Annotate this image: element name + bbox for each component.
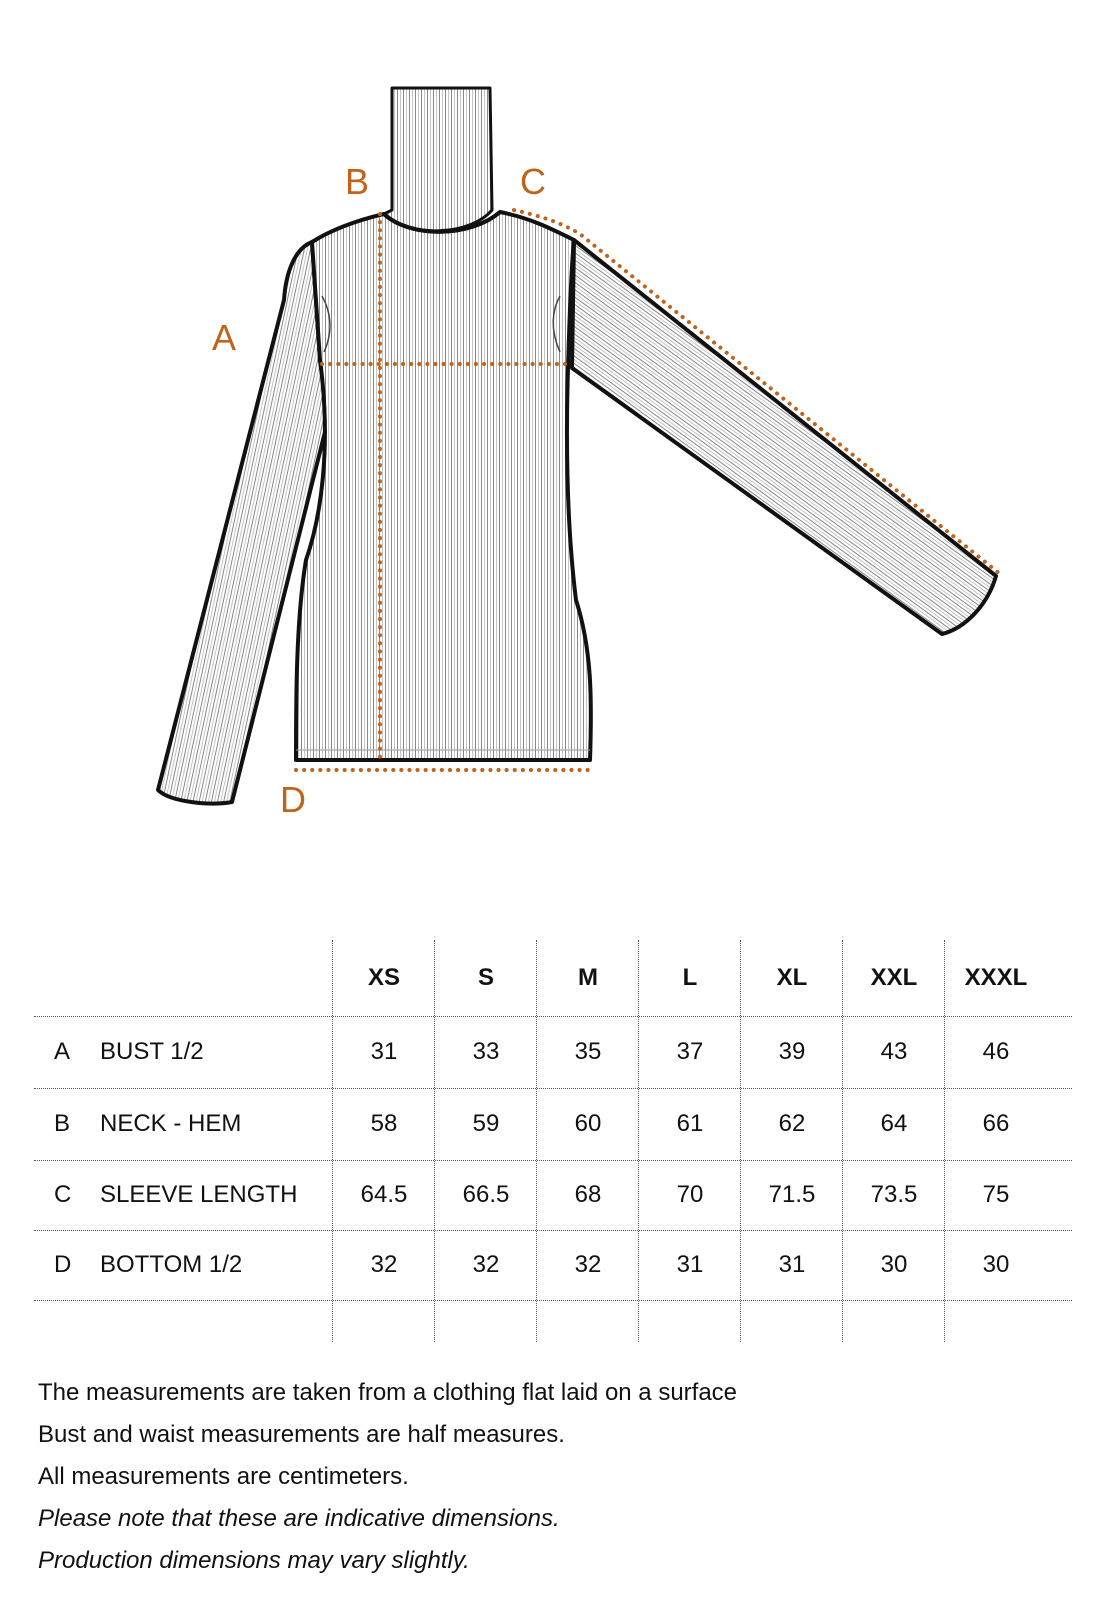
table-cell: 62 [778, 1110, 806, 1137]
table-row [34, 1016, 1072, 1088]
note-flat-measurement: The measurements are taken from a clothing flat laid on a surface [38, 1379, 738, 1406]
table-cell: 32 [370, 1251, 398, 1278]
size-header-l: L [682, 964, 698, 991]
table-divider [34, 1300, 1072, 1301]
table-cell: 64.5 [360, 1181, 408, 1208]
row-label: NECK - HEM [100, 1110, 242, 1137]
table-cell: 32 [472, 1251, 500, 1278]
size-header-m: M [578, 964, 598, 991]
row-label: SLEEVE LENGTH [100, 1181, 298, 1208]
measurement-notes [38, 1372, 1058, 1582]
table-cell: 59 [472, 1110, 500, 1137]
row-letter: D [54, 1251, 72, 1278]
row-label: BUST 1/2 [100, 1038, 204, 1065]
table-cell: 31 [676, 1251, 704, 1278]
size-header-xl: XL [776, 964, 808, 991]
size-table [34, 940, 1072, 1342]
table-cell: 39 [778, 1038, 806, 1065]
table-cell: 66.5 [462, 1181, 510, 1208]
right-sleeve [572, 240, 996, 634]
table-cell: 75 [982, 1181, 1010, 1208]
note-units: All measurements are centimeters. [38, 1463, 409, 1490]
size-header-xxxl: XXXL [964, 964, 1028, 991]
table-cell: 43 [880, 1038, 908, 1065]
table-cell: 66 [982, 1110, 1010, 1137]
table-row [34, 1160, 1072, 1230]
table-cell: 32 [574, 1251, 602, 1278]
row-letter: A [54, 1038, 71, 1065]
body-panel [296, 212, 591, 760]
row-letter: B [54, 1110, 71, 1137]
label-d: D [280, 779, 306, 820]
row-letter: C [54, 1181, 72, 1208]
note-production-variance: Production dimensions may vary slightly. [38, 1547, 470, 1574]
note-indicative: Please note that these are indicative dimensions. [38, 1505, 560, 1532]
table-cell: 64 [880, 1110, 908, 1137]
label-a: A [212, 317, 237, 358]
table-cell: 58 [370, 1110, 398, 1137]
table-cell: 70 [676, 1181, 704, 1208]
table-cell: 61 [676, 1110, 704, 1137]
label-b: B [345, 161, 370, 202]
table-cell: 73.5 [870, 1181, 918, 1208]
size-header-s: S [477, 964, 494, 991]
table-cell: 68 [574, 1181, 602, 1208]
row-label: BOTTOM 1/2 [100, 1251, 243, 1278]
table-row [34, 1088, 1072, 1160]
table-cell: 31 [778, 1251, 806, 1278]
table-cell: 30 [982, 1251, 1010, 1278]
table-cell: 46 [982, 1038, 1010, 1065]
size-header-xs: XS [367, 964, 400, 991]
note-half-measures: Bust and waist measurements are half measures. [38, 1421, 565, 1448]
table-cell: 31 [370, 1038, 398, 1065]
table-cell: 33 [472, 1038, 500, 1065]
table-cell: 35 [574, 1038, 602, 1065]
table-cell: 71.5 [768, 1181, 816, 1208]
turtleneck-collar [384, 88, 492, 231]
table-row [34, 1230, 1072, 1300]
table-cell: 30 [880, 1251, 908, 1278]
label-c: C [520, 161, 546, 202]
table-cell: 37 [676, 1038, 704, 1065]
size-header-xxl: XXL [870, 964, 918, 991]
table-cell: 60 [574, 1110, 602, 1137]
